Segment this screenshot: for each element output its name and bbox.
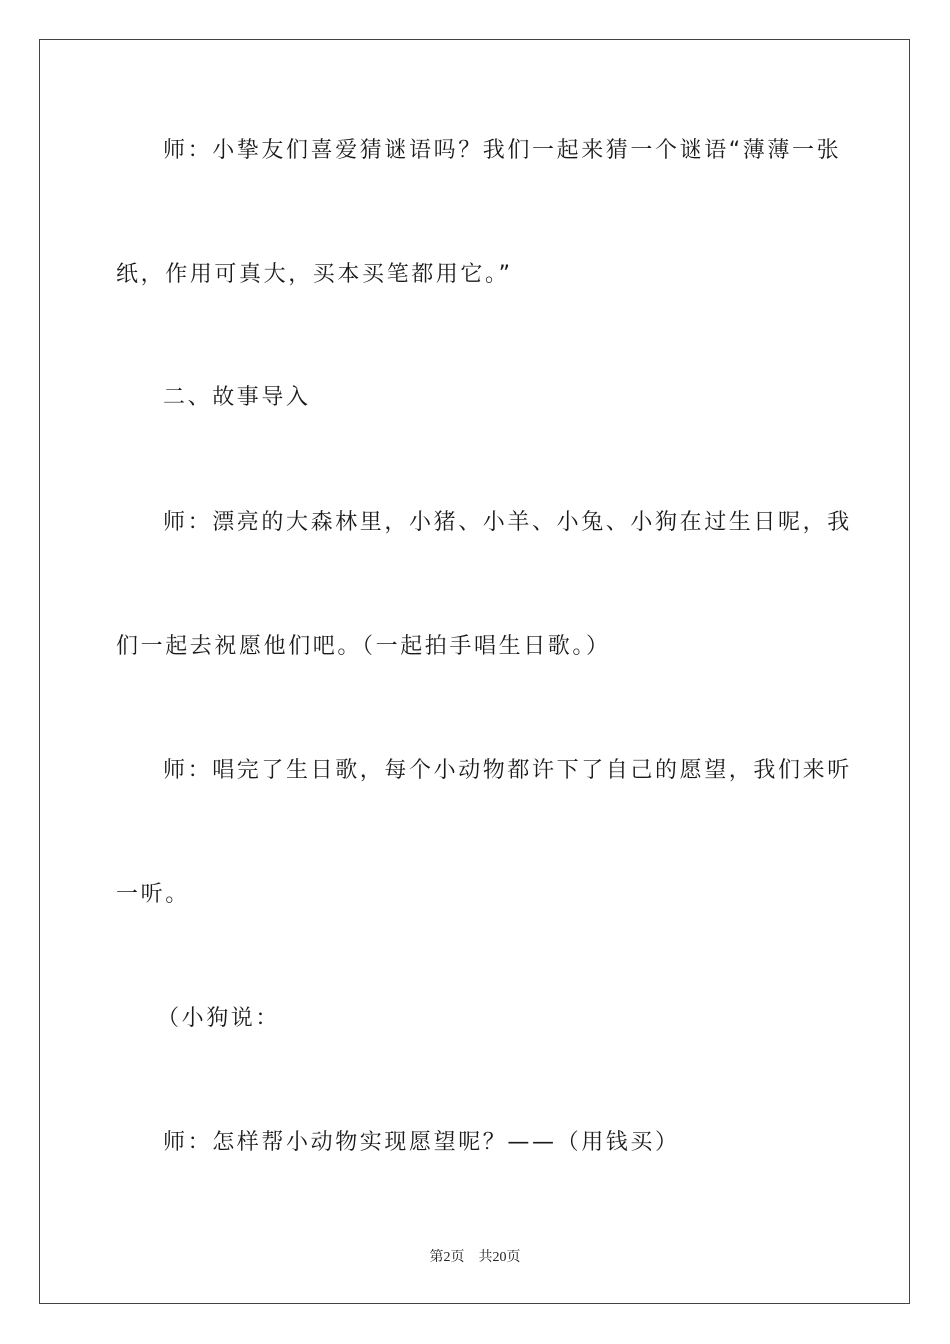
paragraph-line: 师：唱完了生日歌，每个小动物都许下了自己的愿望，我们来听: [163, 758, 852, 783]
page-total: 共20页: [478, 1250, 521, 1265]
page-footer: [0, 1246, 950, 1266]
page-number: 第2页: [429, 1250, 465, 1265]
paragraph-line: 一听。: [116, 882, 190, 907]
paragraph-line: 师：小挚友们喜爱猜谜语吗？我们一起来猜一个谜语“薄薄一张: [163, 138, 842, 163]
paragraph-line: （小狗说：: [157, 1006, 281, 1031]
page-border: [39, 39, 910, 1304]
paragraph-line: 们一起去祝愿他们吧。（一起拍手唱生日歌。）: [116, 634, 611, 659]
paragraph-line: 师：怎样帮小动物实现愿望呢？——（用钱买）: [163, 1130, 680, 1155]
paragraph-line: 纸，作用可真大，买本买笔都用它。”: [116, 262, 513, 287]
paragraph-line: 师：漂亮的大森林里，小猪、小羊、小兔、小狗在过生日呢，我: [163, 510, 852, 535]
section-heading: 二、故事导入: [163, 385, 311, 410]
